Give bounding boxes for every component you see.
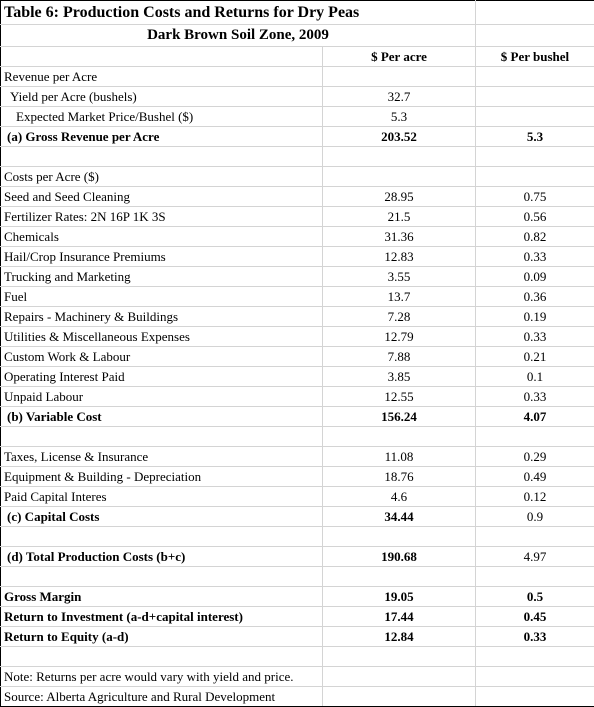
revenue-heading: Revenue per Acre [1,67,323,87]
cost-label: Fertilizer Rates: 2N 16P 1K 3S [1,207,323,227]
cost-acre: 3.85 [323,367,476,387]
gross-revenue-acre: 203.52 [323,127,476,147]
cost-label: Chemicals [1,227,323,247]
capital-cost-label: Paid Capital Interes [1,487,323,507]
revenue-heading-row [1,67,594,87]
table-row [1,327,594,347]
cost-acre: 21.5 [323,207,476,227]
cost-bushel: 0.56 [476,207,594,227]
cost-acre: 7.88 [323,347,476,367]
column-header-per-acre: $ Per acre [323,47,476,67]
gross-revenue-row [1,127,594,147]
price-label: Expected Market Price/Bushel ($) [1,107,323,127]
total-production-bushel: 4.97 [476,547,594,567]
return-to-equity-row [1,627,594,647]
capital-cost-total-bushel: 0.9 [476,507,594,527]
spacer-row [1,147,594,167]
gross-margin-row [1,587,594,607]
cost-acre: 7.28 [323,307,476,327]
cost-label: Unpaid Labour [1,387,323,407]
yield-row [1,87,594,107]
cost-bushel: 0.33 [476,247,594,267]
variable-cost-acre: 156.24 [323,407,476,427]
return-to-investment-bushel: 0.45 [476,607,594,627]
subtitle-row [1,25,594,47]
cost-label: Custom Work & Labour [1,347,323,367]
table-row [1,367,594,387]
column-header-row [1,47,594,67]
yield-label: Yield per Acre (bushels) [1,87,323,107]
total-production-row [1,547,594,567]
return-to-investment-row [1,607,594,627]
cost-acre: 12.79 [323,327,476,347]
column-header-per-bushel: $ Per bushel [476,47,594,67]
table-row [1,467,594,487]
cost-acre: 13.7 [323,287,476,307]
cost-bushel: 0.82 [476,227,594,247]
return-to-equity-bushel: 0.33 [476,627,594,647]
cost-acre: 31.36 [323,227,476,247]
return-to-equity-label: Return to Equity (a-d) [1,627,323,647]
capital-cost-bushel: 0.12 [476,487,594,507]
cost-acre: 3.55 [323,267,476,287]
spacer-row [1,427,594,447]
capital-cost-acre: 18.76 [323,467,476,487]
variable-cost-total-row [1,407,594,427]
cost-acre: 12.83 [323,247,476,267]
gross-revenue-bushel: 5.3 [476,127,594,147]
cost-label: Fuel [1,287,323,307]
price-value: 5.3 [323,107,476,127]
cost-bushel: 0.1 [476,367,594,387]
table-row [1,207,594,227]
gross-revenue-label: (a) Gross Revenue per Acre [1,127,323,147]
table-row [1,247,594,267]
cost-bushel: 0.75 [476,187,594,207]
spacer-row [1,527,594,547]
cost-label: Seed and Seed Cleaning [1,187,323,207]
cost-bushel: 0.36 [476,287,594,307]
source-text: Source: Alberta Agriculture and Rural Development [1,687,323,707]
capital-cost-total-acre: 34.44 [323,507,476,527]
table-row [1,487,594,507]
spacer-row [1,567,594,587]
variable-cost-label: (b) Variable Cost [1,407,323,427]
spacer-row [1,647,594,667]
table-row [1,307,594,327]
gross-margin-acre: 19.05 [323,587,476,607]
cost-label: Operating Interest Paid [1,367,323,387]
capital-cost-label: Equipment & Building - Depreciation [1,467,323,487]
title-row [1,1,594,25]
source-row [1,687,594,707]
cost-bushel: 0.33 [476,387,594,407]
yield-value: 32.7 [323,87,476,107]
cost-bushel: 0.21 [476,347,594,367]
table-row [1,387,594,407]
cost-bushel: 0.09 [476,267,594,287]
note-row [1,667,594,687]
return-to-investment-label: Return to Investment (a-d+capital interest) [1,607,323,627]
table-row [1,347,594,367]
table-subtitle: Dark Brown Soil Zone, 2009 [1,25,476,47]
cost-acre: 12.55 [323,387,476,407]
price-row [1,107,594,127]
note-text: Note: Returns per acre would vary with yield and price. [1,667,323,687]
capital-cost-bushel: 0.49 [476,467,594,487]
table-row [1,227,594,247]
gross-margin-bushel: 0.5 [476,587,594,607]
cost-label: Repairs - Machinery & Buildings [1,307,323,327]
cost-bushel: 0.33 [476,327,594,347]
costs-heading: Costs per Acre ($) [1,167,323,187]
table-row [1,187,594,207]
return-to-equity-acre: 12.84 [323,627,476,647]
table-row [1,287,594,307]
cost-acre: 28.95 [323,187,476,207]
total-production-acre: 190.68 [323,547,476,567]
return-to-investment-acre: 17.44 [323,607,476,627]
costs-heading-row [1,167,594,187]
total-production-label: (d) Total Production Costs (b+c) [1,547,323,567]
capital-cost-bushel: 0.29 [476,447,594,467]
cost-label: Utilities & Miscellaneous Expenses [1,327,323,347]
cost-label: Hail/Crop Insurance Premiums [1,247,323,267]
cost-label: Trucking and Marketing [1,267,323,287]
cost-bushel: 0.19 [476,307,594,327]
capital-cost-acre: 11.08 [323,447,476,467]
variable-cost-bushel: 4.07 [476,407,594,427]
table-row [1,267,594,287]
gross-margin-label: Gross Margin [1,587,323,607]
capital-cost-label: Taxes, License & Insurance [1,447,323,467]
capital-cost-acre: 4.6 [323,487,476,507]
table-row [1,447,594,467]
capital-cost-total-row [1,507,594,527]
capital-cost-total-label: (c) Capital Costs [1,507,323,527]
table-title: Table 6: Production Costs and Returns for Dry Peas [1,1,476,25]
